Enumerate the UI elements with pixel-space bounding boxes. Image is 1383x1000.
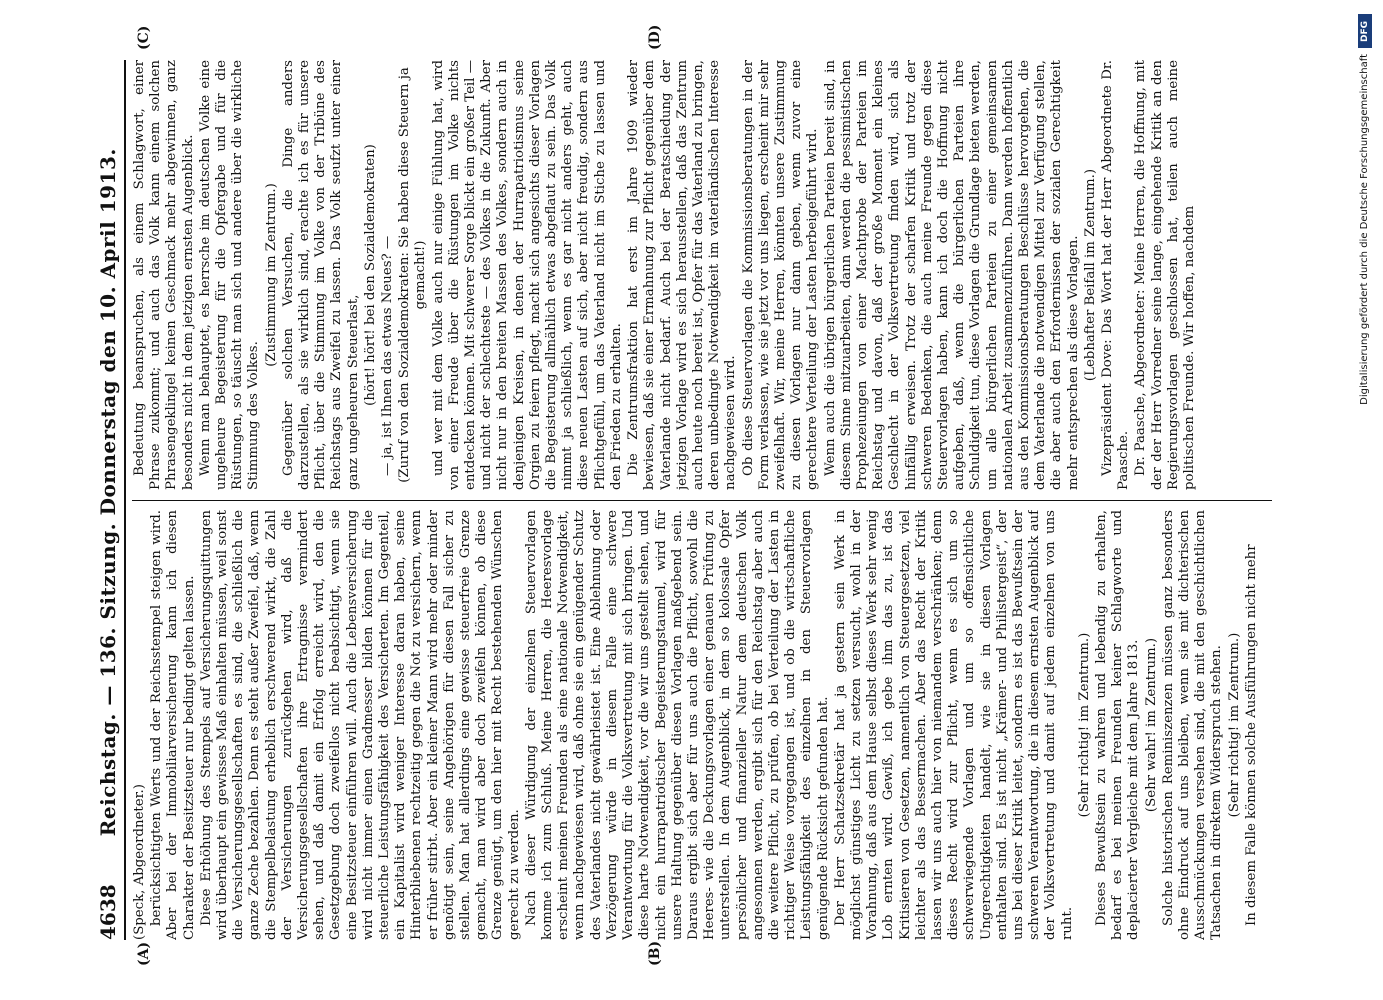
digitization-credit: Digitalisierung gefördert durch die Deutsche Forschungsgemeinschaft xyxy=(1359,54,1370,405)
paragraph: Wenn man behauptet, es herrsche im deutschen Volke eine ungeheure Begeisterung für die Opfergabe und für die Rüstungen, so täuscht man sich und andere über die wirkliche Stimmung des Volkes. xyxy=(197,60,261,490)
paragraph: und wer mit dem Volke auch nur einige Fühlung hat, wird von einer Freude über die Rüstungen im Volke nichts entdecken können. Mit schwerer Sorge blickt ein großer Teil — und nicht der schlechteste — des Volkes in die Zukunft. Aber nicht nur in den breiten Massen des Volkes, sondern auch in denjenigen Kreisen, in denen der Hurrapatriotismus seine Orgien zu feiern pflegt, macht sich angesichts dieser Vorlagen die Begeisterung allmählich etwas abgeflaut zu sein. Das Volk nimmt ja schließlich, wenn es gar nicht anders geht, auch diese neuen Lasten auf sich, aber nicht freudig, sondern aus Pflichtgefühl, um das Vaterland nicht im Stiche zu lassen und den Frieden zu erhalten. xyxy=(430,60,624,490)
page-title: Reichstag. — 136. Sitzung. Donnerstag den 10. April 1913. xyxy=(95,148,120,837)
margin-letter-a: (A) xyxy=(135,941,152,966)
president-line: Vizepräsident Dove: Das Wort hat der Herr Abgeordnete Dr. Paasche. xyxy=(1099,60,1131,490)
margin-letter-c: (C) xyxy=(135,25,152,50)
margin-letter-d: (D) xyxy=(646,24,663,50)
paragraph: Nach dieser Würdigung der einzelnen Steuervorlagen komme ich zum Schluß. Meine Herren, die Heeresvorlage erscheint meinen Freunden als eine nationale Notwendigkeit, wenn nachgewiesen wird, daß ohne sie ein genügender Schutz des Vaterlandes nicht gewährleistet ist. Eine Ablehnung oder Verzögerung würde in diesem Falle eine schwere Verantwortung für die Volksvertretung mit sich bringen. Und diese harte Notwendigkeit, vor die wir uns gestellt sehen, und nicht ein hurrapatriotischer Begeisterungstaumel, wird für unsere Haltung gegenüber diesen Vorlagen maßgebend sein. Daraus ergibt sich aber für uns auch die Pflicht, sowohl die Heeres- wie die Deckungsvorlagen einer genauen Prüfung zu unterstellen. In dem Augenblick, in dem so kolossale Opfer persönlicher und finanzieller Natur dem deutschen Volk angesonnen werden, ergibt sich für den Reichstag aber auch die weitere Pflicht, zu prüfen, ob bei Verteilung der Lasten in richtiger Weise vorgegangen ist, und ob die wirtschaftliche Leistungsfähigkeit des einzelnen in den Steuervorlagen genügende Rücksicht gefunden hat. xyxy=(523,510,831,940)
column-divider xyxy=(132,500,1272,501)
paragraph: Ob diese Steuervorlagen die Kommissionsberatungen in der Form verlassen, wie sie jetzt vor uns liegen, erscheint mir sehr zweifelhaft. Wir, meine Herren, könnten unsere Zustimmung zu diesen Vorlagen nur dann geben, wenn zuvor eine gerechtere Verteilung der Lasten herbeigeführt wird. xyxy=(740,60,820,490)
paragraph: Gegenüber solchen Versuchen, die Dinge anders darzustellen, als sie wirklich sind, erachte ich es für unsere Pflicht, über die Stimmung im Volke von der Tribüne des Reichstags aus Zweifel zu lassen. Das Volk seufzt unter einer ganz ungeheuren Steuerlast, xyxy=(280,60,361,490)
paragraph: berücksichtigten Werts und der Reichsstempel steigen wird. Aber bei der Immobiliarversicherung kann ich diesen Charakter der Besitzsteuer nur bedingt gelten lassen. xyxy=(148,510,197,940)
paragraph: Solche historischen Reminiszenzen müssen ganz besonders ohne Eindruck auf uns bleiben, wenn sie mit dichterischen Ausschmückungen versehen sind, die mit den geschichtlichen Tatsachen in direktem Widerspruch stehen. xyxy=(1160,510,1224,940)
page-number: 4638 xyxy=(95,884,120,940)
speaker-label: (Speck, Abgeordneter.) xyxy=(131,784,147,940)
interjection: (Sehr richtig! im Zentrum.) xyxy=(1226,632,1242,818)
right-column xyxy=(132,60,1272,490)
paragraph: Die Zentrumsfraktion hat erst im Jahre 1909 wieder bewiesen, daß sie einer Ermahnung zur Pflicht gegenüber dem Vaterlande nicht bedarf. Auch bei der Beratschiedung der jetzigen Vorlage wird es sich herausstellen, daß das Zentrum auch heute noch bereit ist, Opfer für das Vaterland zu bringen, deren unbedingte Notwendigkeit im vaterländischen Interesse nachgewiesen wird. xyxy=(625,60,738,490)
paragraph: Der Herr Schatzsekretär hat ja gestern sein Werk in möglichst günstiges Licht zu setzen versucht, wohl in der Vorahnung, daß aus dem Hause selbst dieses Werk sehr wenig Lob ernten wird. Gewiß, ich gebe ihm das zu, ist das Kritisieren von Gesetzen, namentlich von Steuergesetzen, viel leichter als das Bessermachen. Aber das Recht der Kritik lassen wir uns auch hier von niemandem verschränken; denn dieses Recht wird zur Pflicht, wenn es sich um so schwerwiegende Vorlagen und um so offensichtliche Ungerechtigkeiten handelt, wie sie in diesen Vorlagen enthalten sind. Es ist nicht „Krämer- und Philistergeist“, der uns bei dieser Kritik leitet, sondern es ist das Bewußtsein der schweren Verantwortung, die in diesem ernsten Augenblick auf der Volksvertretung und damit auf jedem einzelnen von uns ruht. xyxy=(832,510,1075,940)
interjection: (hört! hört! bei den Sozialdemokraten) xyxy=(362,144,378,406)
paragraph: — ja, ist Ihnen das etwas Neues? — xyxy=(379,235,395,476)
paragraph: Dr. Paasche, Abgeordneter: Meine Herren, die Hoffnung, mit der der Herr Vorredner seine lange, eingehende Kritik an den Regierungsvorlagen geschlossen hat, teilen auch meine politischen Freunde. Wir hoffen, nachdem xyxy=(1132,60,1197,490)
paragraph: Diese Erhöhung des Stempels auf Versicherungsquittungen wird überhaupt ein gewisses Maß einhalten müssen, weil sonst die Versicherungsgesellschaften es sind, die schließlich die ganze Zeche bezahlen. Denn es steht außer Zweifel, daß, wenn die Stempelbelastung erheblich erschwerend wirkt, die Zahl der Versicherungen zurückgehen wird, daß die Versicherungsgesellschaften ihre Ertragnisse vermindert sehen, und daß damit ein Erfolg erreicht wird, den die Gesetzgebung doch zweifellos nicht beabsichtigt, wenn sie eine Besitzsteuer einführen will. Auch die Lebensversicherung wird nicht immer einen Gradmesser bilden können für die steuerliche Leistungsfähigkeit des Versicherten. Im Gegenteil, ein Kapitalist wird weniger Interesse daran haben, seine Hinterbliebenen rechtzeitig gegen die Not zu versichern, wenn er früher stirbt. Aber ein kleiner Mann wird mehr oder minder genötigt sein, seine Angehörigen für diesen Fall sicher zu stellen. Man hat allerdings eine gewisse steuerfreie Grenze gemacht, man wird aber doch zweifeln können, ob diese Grenze genügt, um den hier mit Recht bestehenden Wünschen gerecht zu werden. xyxy=(198,510,522,940)
interjection: (Zustimmung im Zentrum.) xyxy=(263,183,279,367)
left-column xyxy=(132,510,1272,940)
dfg-logo: DFG xyxy=(1358,14,1372,48)
margin-letter-b: (B) xyxy=(646,940,663,966)
page-header xyxy=(90,60,126,940)
interjection: (Sehr wahr! im Zentrum.) xyxy=(1143,637,1159,813)
digitization-sidebar xyxy=(1357,10,1377,870)
rotated-page xyxy=(72,20,1312,980)
interjection: (Zuruf von den Sozialdemokraten: Sie haben diese Steuern ja gemacht!) xyxy=(396,67,428,483)
interjection: (Sehr richtig! im Zentrum.) xyxy=(1076,632,1092,818)
paragraph: In diesem Falle können solche Ausführungen nicht mehr xyxy=(1243,544,1259,926)
paragraph: Dieses Bewußtsein zu wahren und lebendig zu erhalten, bedarf es bei meinen Freunden keiner Schlagworte und deplacierter Vergleiche mit dem Jahre 1813. xyxy=(1093,510,1141,940)
interjection: (Lebhafter Beifall im Zentrum.) xyxy=(1082,168,1098,382)
paragraph: Wenn auch die übrigen bürgerlichen Parteien bereit sind, in diesem Sinne mitzuarbeiten, dann werden die pessimistischen Prophezeiungen von einer Machtprobe der Parteien im Reichstag und davon, daß der große Moment ein kleines Geschlecht in der Volksvertretung finden wird, sich als hinfällig erweisen. Trotz der scharfen Kritik und trotz der schweren Bedenken, die auch meine Freunde gegen diese Steuervorlagen haben, kann ich doch die Hoffnung nicht aufgeben, daß, wenn die bürgerlichen Parteien ihre Schuldigkeit tun, diese Vorlagen die Grundlage bieten werden, um alle bürgerlichen Parteien zu einer gemeinsamen nationalen Arbeit zusammenzuführen. Dann werden hoffentlich aus den Kommissionsberatungen Beschlüsse hervorgehen, die dem Vaterlande die notwendigen Mittel zur Verfügung stellen, die aber auch den Erfordernissen der sozialen Gerechtigkeit mehr entsprechen als diese Vorlagen. xyxy=(822,60,1081,490)
paragraph: Bedeutung beanspruchen, als einem Schlagwort, einer Phrase zukommt; und auch das Volk kann einem solchen Phrasengeklingel keinen Geschmack mehr abgewinnen, ganz besonders nicht in dem jetzigen ernsten Augenblick. xyxy=(131,60,196,490)
